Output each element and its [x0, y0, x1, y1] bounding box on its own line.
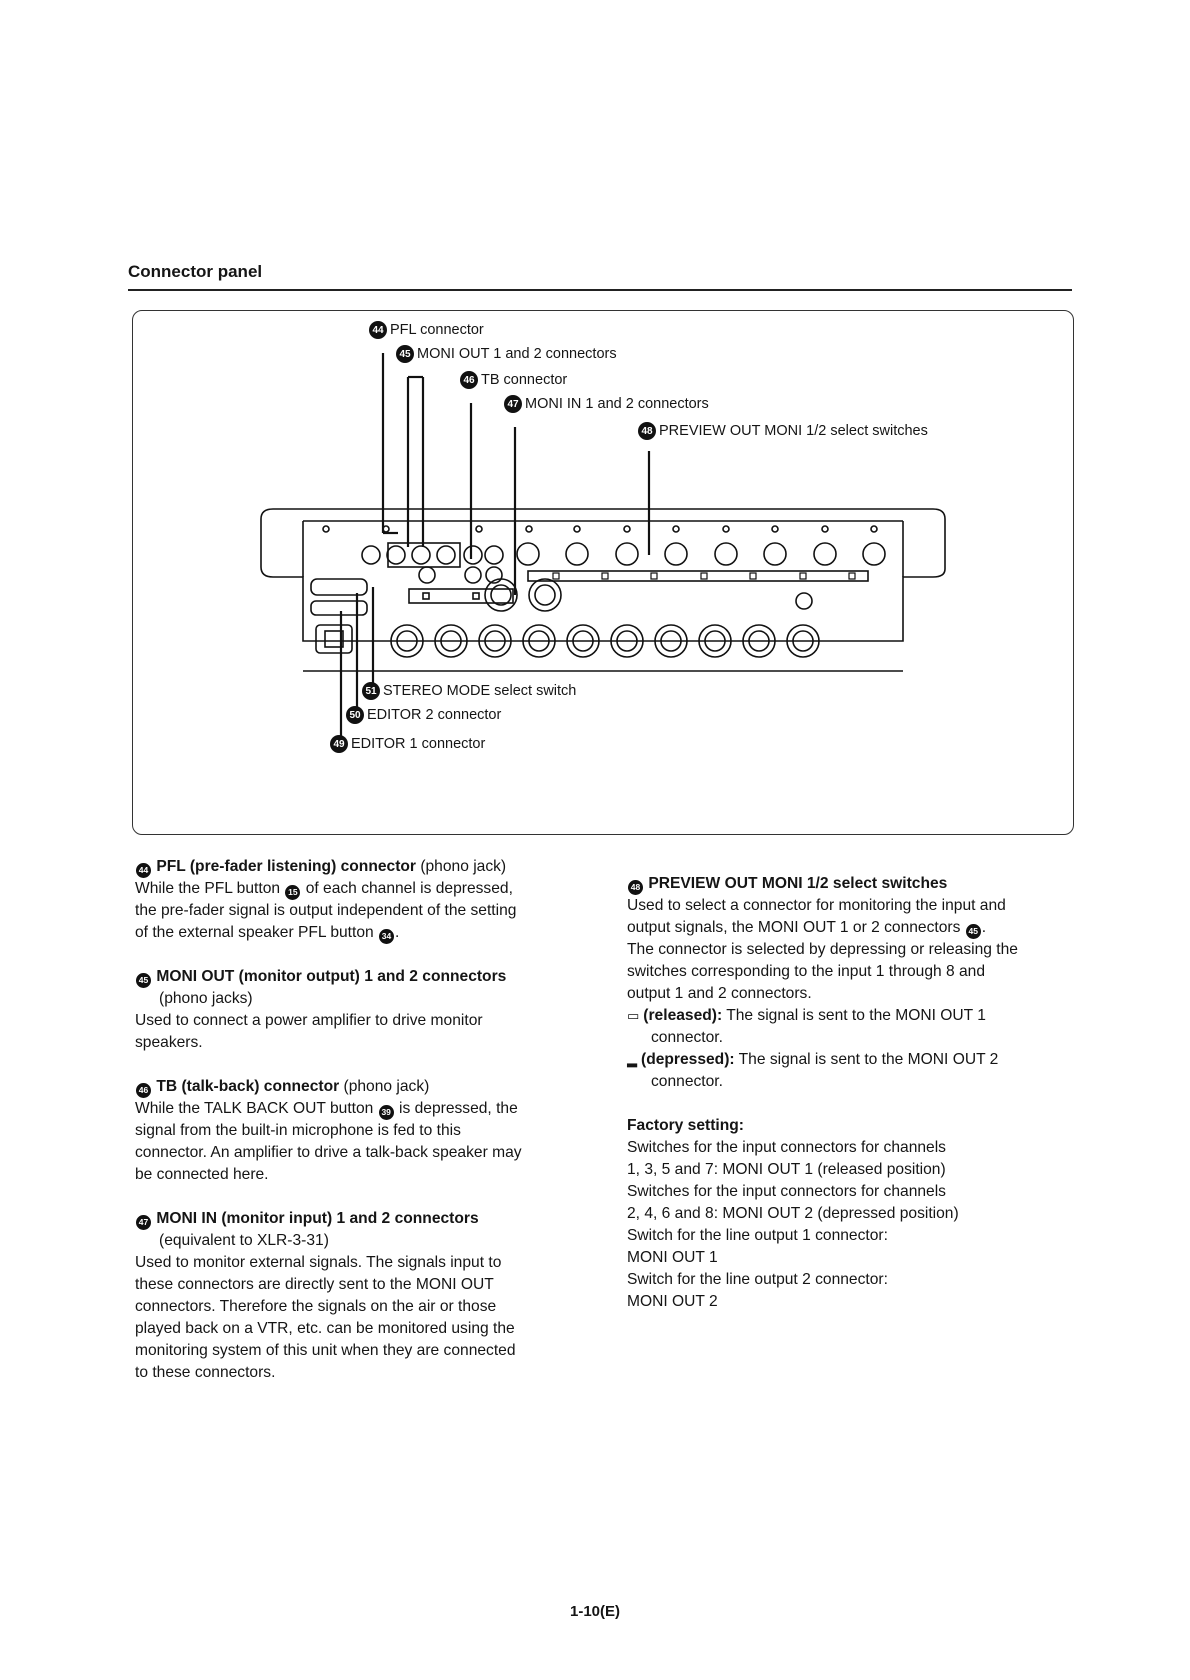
page-number: 1-10(E) — [569, 1603, 621, 1620]
moni-out-section: 45 MONI OUT (monitor output) 1 and 2 connectors (phono jacks) Used to connect a power amplifier to drive monitor speakers. — [135, 968, 507, 1051]
pfl-connector-section: 44 PFL (pre-fader listening) connector (phono jack) While the PFL button 15 of each channel is depressed, the pre-fader signal is output independent of the setting of the external speaker PFL button 34 . — [135, 856, 615, 944]
moni-in-section: 47 MONI IN (monitor input) 1 and 2 connectors (equivalent to XLR-3-31) Used to monitor external signals. The signals input to these connectors are directly sent to the MONI OUT connectors. Therefore the signals on the air or those played back on a VTR, etc. can be monitored using the monitoring system of this unit when they are connected to these connectors. — [135, 1210, 516, 1381]
section-title: Connector panel — [128, 262, 263, 281]
right-column — [627, 873, 1087, 1335]
callout-stereo-mode: 51 STEREO MODE select switch — [362, 682, 576, 700]
factory-heading: Factory setting: — [627, 1117, 744, 1134]
factory-setting-section: Factory setting: Switches for the input connectors for channels 1, 3, 5 and 7: MONI OUT 1 (released position) Switches for the input connectors for channels 2, 4, 6 and 8: MONI OUT 2 (depressed position) Switch for the line output 1 connector: MONI OUT 1 Switch for the line output 2 connector: MONI OUT 2 — [627, 1115, 1087, 1313]
moni-out-heading: MONI OUT (monitor output) 1 and 2 connectors — [156, 968, 507, 985]
depressed-switch-icon: ▂ — [627, 1052, 637, 1067]
callout-editor-2: 50 EDITOR 2 connector — [346, 706, 501, 724]
preview-heading: PREVIEW OUT MONI 1/2 select switches — [648, 875, 948, 892]
tb-heading: TB (talk-back) connector — [156, 1078, 340, 1095]
callout-preview-switches: 48 PREVIEW OUT MONI 1/2 select switches — [638, 422, 928, 440]
top-jacks — [323, 526, 877, 532]
callout-tb-connector: 46 TB connector — [460, 371, 567, 389]
pfl-heading: PFL (pre-fader listening) connector — [156, 858, 416, 875]
connector-panel-drawing — [133, 311, 1073, 834]
title-rule — [128, 289, 1072, 291]
callout-moni-out: 45 MONI OUT 1 and 2 connectors — [396, 345, 617, 363]
left-column — [135, 856, 615, 1406]
moni-in-heading: MONI IN (monitor input) 1 and 2 connectors — [156, 1210, 479, 1227]
channel-jacks — [517, 543, 885, 565]
callout-editor-1: 49 EDITOR 1 connector — [330, 735, 485, 753]
preview-out-section: 48 PREVIEW OUT MONI 1/2 select switches Used to select a connector for monitoring the input and output signals, the MONI OUT 1 or 2 connectors 45 . The connector is selected by depressing or releasing the switches corresponding to the input 1 through 8 and output 1 and 2 connectors. ▭ (released): The signal is sent to the MONI OUT 1 connector. ▂ (depressed): The signal is sent to the MONI OUT 2 connector. — [627, 875, 1018, 1090]
tb-section: 46 TB (talk-back) connector (phono jack) While the TALK BACK OUT button 39 is depressed, the signal from the built-in microphone is fed to this connector. An amplifier to drive a talk-back speaker may be connected here. — [135, 1078, 522, 1183]
callout-pfl-connector: 44 PFL connector — [369, 321, 484, 339]
connector-panel-figure — [132, 310, 1074, 835]
released-switch-icon: ▭ — [627, 1008, 640, 1023]
callout-moni-in: 47 MONI IN 1 and 2 connectors — [504, 395, 709, 413]
